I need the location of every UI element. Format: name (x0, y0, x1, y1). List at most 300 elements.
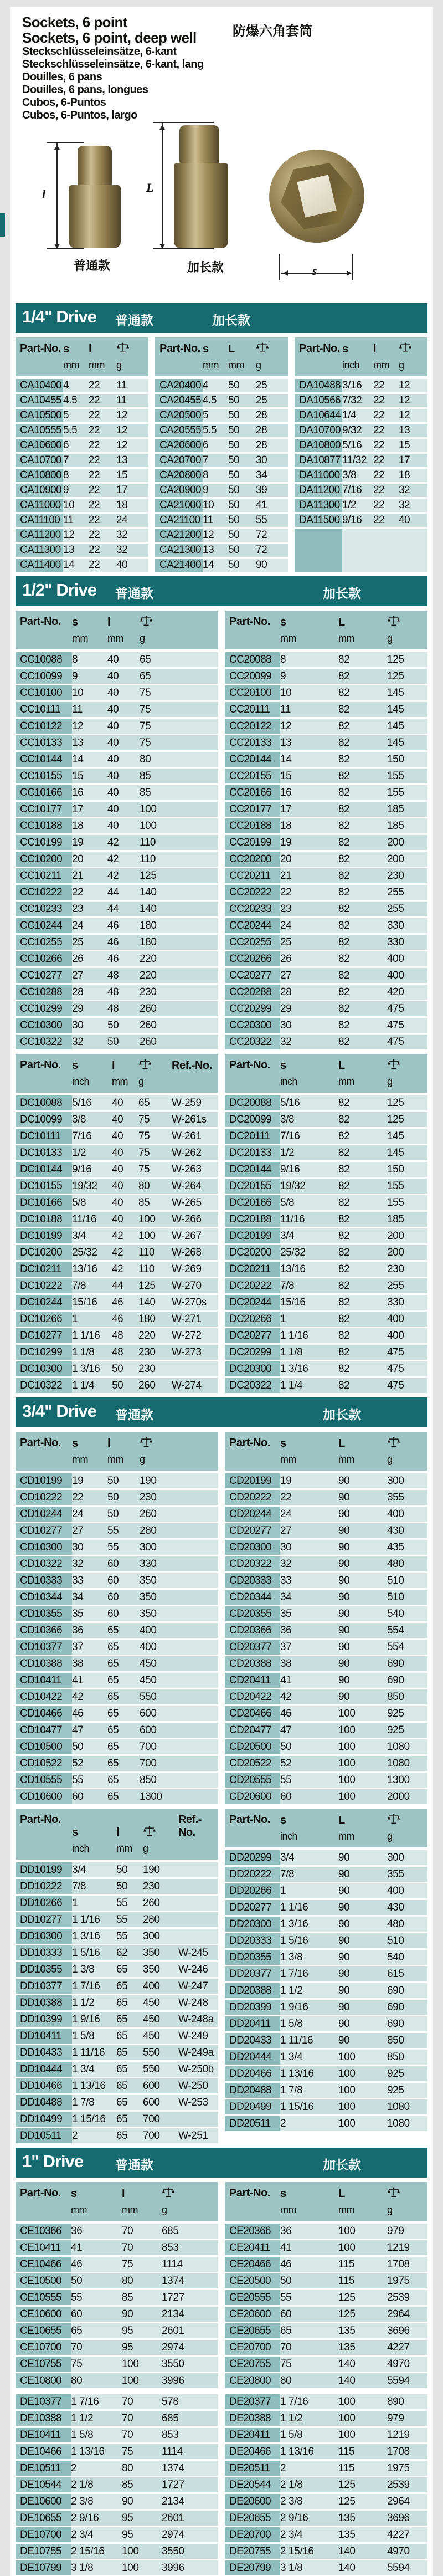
cell-part-no: CA20555 (155, 424, 203, 437)
cell-value: 1 1/16 (280, 1901, 308, 1913)
cell-value: 41 (71, 2241, 83, 2254)
cell-value: 82 (338, 869, 350, 882)
table-row (16, 2095, 218, 2110)
cell-value: 14 (203, 559, 214, 571)
cell-part-no: CD20300 (225, 1540, 280, 1555)
table-header (16, 337, 148, 376)
table-row (225, 2033, 427, 2048)
cell-value: 140 (338, 2545, 356, 2557)
cell-value: 22 (89, 395, 100, 406)
scale-icon (387, 616, 400, 627)
cell-part-no: CD20333 (225, 1573, 280, 1588)
cell-value: W-270 (172, 1279, 202, 1292)
cell-value: 55 (71, 2291, 83, 2303)
cell-part-no: CA11400 (16, 559, 63, 572)
cell-value: 140 (138, 1296, 156, 1308)
cell-part-no: DD20399 (225, 2000, 280, 2015)
table-row (16, 2511, 218, 2526)
table-row (16, 669, 218, 684)
cell-value: 125 (387, 653, 404, 665)
cell-part-no: CC10222 (16, 885, 72, 900)
cell-part-no: CC20100 (225, 685, 280, 700)
cell-part-no: DC10166 (16, 1195, 72, 1210)
table-row (295, 424, 427, 437)
table-row (225, 2273, 427, 2288)
cell-value: 40 (107, 736, 119, 749)
table-row (16, 1979, 218, 1994)
cell-value: 1/2 (72, 1146, 86, 1159)
cell-part-no: CA10400 (16, 379, 63, 392)
cell-value: 82 (338, 653, 350, 665)
col-label-part: Part-No. (229, 616, 270, 628)
cell-part-no: CA21200 (155, 529, 203, 542)
table-row (225, 1507, 427, 1522)
dim-line-L (162, 123, 163, 248)
empty-filler (295, 529, 427, 572)
cell-value: 1 3/4 (72, 2063, 95, 2075)
cell-value: 24 (280, 1508, 292, 1520)
cell-part-no: CE20600 (225, 2307, 280, 2322)
section-quarter-drive (10, 303, 433, 573)
cell-part-no: CC10122 (16, 719, 72, 734)
cell-part-no: CC20266 (225, 951, 280, 966)
cell-value: 82 (338, 736, 350, 749)
col-label-l: l (116, 1826, 120, 1838)
cell-value: 4227 (387, 2341, 410, 2353)
cell-value: 12 (116, 424, 128, 436)
cell-part-no: DA10566 (295, 394, 342, 407)
cell-value: 35 (280, 1607, 292, 1620)
table-row (16, 544, 148, 557)
cell-part-no: CC10155 (16, 769, 72, 783)
cell-value: 40 (107, 753, 119, 765)
cell-value: 140 (140, 903, 157, 915)
cell-value: 13 (116, 454, 128, 466)
cell-value: 180 (138, 1313, 156, 1325)
cell-value: 100 (338, 1757, 356, 1769)
cell-value: 1 3/16 (280, 1363, 308, 1375)
col-label-l: l (122, 2188, 125, 2200)
col-label-part: Part-No. (20, 1059, 61, 1071)
table-band (10, 611, 433, 1051)
table-row (16, 1773, 218, 1788)
table-half-std-mm (16, 611, 218, 1051)
cell-part-no: DD20411 (225, 2016, 280, 2031)
cell-value: 200 (387, 836, 404, 848)
cell-part-no: CA20455 (155, 394, 203, 407)
cell-value: 5/16 (72, 1097, 92, 1109)
cell-value: 40 (116, 559, 128, 571)
cell-value: 100 (338, 2241, 356, 2254)
col-label-part: Part-No. (299, 342, 340, 355)
cell-value: W-251 (178, 2129, 208, 2142)
table-row (225, 1473, 427, 1488)
cell-value: 82 (338, 919, 350, 931)
cell-value: 90 (338, 1541, 350, 1553)
table-row (16, 968, 218, 983)
cell-value: 55 (107, 1524, 119, 1537)
cell-value: 32 (399, 484, 410, 496)
cell-value: 3996 (162, 2562, 184, 2574)
unit-label: mm (280, 2204, 296, 2215)
cell-value: 1219 (387, 2241, 410, 2254)
cell-value: W-259 (172, 1097, 202, 1109)
cell-value: 30 (72, 1019, 84, 1031)
cell-part-no: CC10111 (16, 702, 72, 717)
cell-value: 80 (138, 1180, 150, 1192)
cell-value: 22 (89, 380, 100, 391)
table-row (16, 484, 148, 497)
weight-column-header (387, 1814, 427, 1827)
cell-part-no: DD10377 (16, 1979, 72, 1994)
cell-part-no: CC10166 (16, 785, 72, 800)
cell-part-no: CC20177 (225, 802, 280, 817)
cell-value: 22 (373, 439, 385, 451)
cell-value: 90 (338, 1558, 350, 1570)
cell-value: 1 3/16 (280, 1918, 308, 1930)
cell-value: 850 (387, 2034, 404, 2046)
cell-value: 22 (373, 484, 385, 496)
cell-value: 1 7/16 (280, 2395, 308, 2408)
dim-tick (153, 122, 214, 123)
cell-part-no: CD20222 (225, 1490, 280, 1505)
cell-value: 100 (338, 2067, 356, 2080)
cell-value: 48 (112, 1329, 123, 1341)
table-row (16, 424, 148, 437)
cell-value: 1 15/16 (72, 2113, 106, 2125)
table-row (155, 379, 288, 392)
table-header (225, 1432, 427, 1471)
cell-value: 230 (140, 986, 157, 998)
cell-part-no: DE20544 (225, 2477, 280, 2492)
cell-value: 2 15/16 (71, 2545, 105, 2557)
cell-value: 15 (280, 770, 292, 782)
cell-part-no: DC10199 (16, 1228, 72, 1243)
cell-value: 65 (116, 2129, 128, 2142)
cell-value: 155 (387, 1196, 404, 1208)
cell-part-no: DC20099 (225, 1112, 280, 1127)
cell-value: 75 (71, 2358, 83, 2370)
cell-part-no: CE20411 (225, 2240, 280, 2255)
cell-value: 400 (140, 1641, 157, 1653)
cell-value: 90 (338, 1591, 350, 1603)
cell-value: 15 (116, 469, 128, 481)
cell-value: 220 (140, 969, 157, 981)
cell-value: 9/16 (342, 514, 362, 526)
cell-value: 200 (387, 1246, 404, 1258)
table-row (155, 544, 288, 557)
cell-value: 22 (72, 886, 84, 898)
cell-value: 1 3/4 (280, 2051, 303, 2063)
cell-value: 72 (256, 529, 267, 541)
cell-value: 22 (373, 380, 385, 391)
col-label-part: Part-No. (229, 2187, 270, 2199)
title-fr-1: Douilles, 6 pans (22, 71, 102, 83)
table-row (16, 1590, 218, 1605)
cell-value: 90 (338, 1901, 350, 1913)
cell-value: 82 (338, 986, 350, 998)
cell-value: 19 (280, 1474, 292, 1487)
cell-value: 70 (122, 2241, 133, 2254)
table-row (16, 752, 218, 767)
long-column-label: 加长款 (323, 1407, 361, 1422)
cell-part-no: CE10600 (16, 2307, 71, 2322)
cell-value: 100 (122, 2562, 139, 2574)
cell-value: 578 (162, 2395, 179, 2408)
title-es-1: Cubos, 6-Puntos (22, 96, 106, 109)
table-row (225, 735, 427, 750)
arrowhead-icon (54, 244, 60, 252)
col-label-s: s (72, 616, 78, 628)
cell-value: 22 (89, 454, 100, 466)
cell-value: 18 (399, 469, 410, 481)
table-quarter-deep-mm (155, 337, 288, 573)
cell-value: 48 (107, 986, 119, 998)
cell-part-no: DD20388 (225, 1983, 280, 1998)
cell-value: 75 (138, 1146, 150, 1159)
cell-value: 125 (338, 2308, 356, 2320)
cell-value: 40 (107, 770, 119, 782)
unit-label: inch (280, 1831, 298, 1842)
table-rows (225, 1473, 427, 1804)
col-label-l: L (228, 343, 235, 355)
cell-value: W-267 (172, 1230, 202, 1242)
cell-value: 22 (89, 439, 100, 451)
cell-value: 60 (280, 2308, 292, 2320)
cell-value: 19/32 (72, 1180, 97, 1192)
cell-value: 475 (387, 1002, 404, 1015)
cell-value: 65 (116, 2046, 128, 2058)
col-label-s: s (203, 343, 209, 355)
cell-value: 50 (228, 409, 240, 421)
cell-value: 1975 (387, 2462, 410, 2474)
cell-value: 230 (140, 1491, 157, 1503)
cell-value: 230 (387, 869, 404, 882)
cell-part-no: CC10144 (16, 752, 72, 767)
cell-value: 22 (89, 514, 100, 526)
cell-value: 600 (140, 1724, 157, 1736)
socket-standard-top (78, 146, 112, 187)
cell-value: 1 11/16 (280, 2034, 313, 2046)
cell-part-no: DD10266 (16, 1896, 72, 1911)
dim-tick (153, 248, 214, 249)
cell-value: 1 5/8 (71, 2429, 94, 2441)
table-one-deep (225, 2182, 427, 2576)
cell-value: 50 (228, 559, 240, 571)
cell-value: 50 (228, 499, 240, 511)
table-row (16, 1656, 218, 1671)
title-block (10, 7, 433, 121)
cell-value: 60 (280, 1790, 292, 1802)
cell-part-no: CE10555 (16, 2290, 71, 2305)
cell-value: 40 (112, 1213, 123, 1225)
table-row (225, 1378, 427, 1393)
table-row (16, 499, 148, 512)
scale-icon (387, 1059, 400, 1070)
cell-value: 145 (387, 736, 404, 749)
cell-value: 90 (338, 1474, 350, 1487)
cell-value: W-274 (172, 1379, 202, 1391)
cell-part-no: DC20322 (225, 1378, 280, 1393)
unit-label: inch (342, 360, 360, 371)
cell-value: 28 (72, 986, 84, 998)
cell-value: 90 (338, 1951, 350, 1963)
cell-part-no: CC10244 (16, 918, 72, 933)
cell-value: 42 (112, 1230, 123, 1242)
cell-value: 1 1/16 (72, 1329, 100, 1341)
table-row (16, 1228, 218, 1243)
cell-part-no: CC10200 (16, 852, 72, 867)
cell-value: 1 11/16 (72, 2046, 105, 2058)
cell-part-no: CA21400 (155, 559, 203, 572)
table-row (225, 1723, 427, 1738)
cell-value: 25/32 (280, 1246, 306, 1258)
table-row (16, 652, 218, 667)
table-row (16, 2062, 218, 2077)
cell-value: 1 7/8 (280, 2084, 303, 2096)
table-row (16, 1756, 218, 1771)
cell-part-no: CC20144 (225, 752, 280, 767)
cell-value: 2134 (162, 2495, 184, 2507)
table-rows (225, 652, 427, 1049)
cell-value: 30 (72, 1541, 84, 1553)
cell-value: 85 (122, 2291, 133, 2303)
cell-value: 60 (107, 1574, 119, 1586)
cell-value: 18 (280, 820, 292, 832)
cell-part-no: DE20655 (225, 2511, 280, 2526)
cell-value: 27 (72, 969, 84, 981)
cell-value: 42 (112, 1263, 123, 1275)
cell-value: 145 (387, 720, 404, 732)
unit-label: mm (203, 360, 219, 371)
cell-part-no: CD20199 (225, 1473, 280, 1488)
cell-part-no: DE20466 (225, 2444, 280, 2459)
cell-value: 10 (63, 499, 75, 511)
cell-value: 1 3/8 (280, 1951, 303, 1963)
cell-value: 90 (338, 1984, 350, 1996)
cell-value: 65 (107, 1624, 119, 1636)
cell-value: 11 (203, 514, 213, 526)
cell-value: 90 (338, 2034, 350, 2046)
cell-value: 1 5/8 (280, 2429, 303, 2441)
table-row (155, 559, 288, 572)
cell-value: 40 (112, 1196, 123, 1208)
cell-value: 82 (338, 753, 350, 765)
cell-value: 554 (387, 1641, 404, 1653)
cell-value: 82 (338, 803, 350, 815)
cell-value: 82 (338, 820, 350, 832)
col-label-s: s (63, 343, 69, 355)
col-label-l: L (338, 616, 345, 628)
cell-part-no: CE10500 (16, 2273, 71, 2288)
table-row (225, 1556, 427, 1571)
cell-part-no: DA11300 (295, 499, 342, 512)
table-row (16, 685, 218, 700)
cell-value: 140 (338, 2358, 356, 2370)
table-row (16, 529, 148, 542)
cell-part-no: CC10099 (16, 669, 72, 684)
cell-value: 47 (280, 1724, 292, 1736)
cell-value: 2539 (387, 2291, 410, 2303)
cell-part-no: DD20377 (225, 1966, 280, 1981)
cell-part-no: DA10877 (295, 454, 342, 467)
dim-tick (352, 254, 353, 280)
cell-value: 75 (140, 687, 151, 699)
cell-value: 9 (72, 670, 78, 682)
table-row (16, 902, 218, 916)
cell-value: 255 (387, 1279, 404, 1292)
cell-part-no: CD10600 (16, 1789, 72, 1804)
cell-part-no: DC10299 (16, 1345, 72, 1360)
cell-value: 38 (280, 1657, 292, 1669)
table-row (225, 652, 427, 667)
table-band (10, 1054, 433, 1395)
cell-value: W-273 (172, 1346, 202, 1358)
cell-value: 48 (112, 1346, 123, 1358)
col-label-l: l (112, 1059, 115, 1072)
cell-value: 50 (280, 1740, 292, 1753)
cell-value: 22 (89, 484, 100, 496)
cell-value: 1 9/16 (72, 2013, 100, 2025)
cell-part-no: DE20411 (225, 2428, 280, 2442)
cell-part-no: CD10477 (16, 1723, 72, 1738)
table-row (225, 1195, 427, 1210)
cell-value: 925 (387, 1724, 404, 1736)
col-label-s: s (72, 1437, 78, 1450)
cell-value: 60 (107, 1558, 119, 1570)
cell-value: 9/16 (280, 1163, 300, 1175)
cell-part-no: DA11200 (295, 484, 342, 497)
table-row (155, 394, 288, 407)
cell-value: 100 (338, 1774, 356, 1786)
cell-value: 90 (338, 2017, 350, 2030)
col-label-s: s (280, 2188, 286, 2200)
cell-value: 690 (387, 2001, 404, 2013)
unit-label: mm (338, 1454, 354, 1465)
cell-part-no: DC20088 (225, 1095, 280, 1110)
table-band (10, 337, 433, 573)
cell-value: 145 (387, 1130, 404, 1142)
cell-value: 75 (138, 1163, 150, 1175)
cell-part-no: DD20433 (225, 2033, 280, 2048)
table-header (16, 2182, 218, 2221)
col-label-s: s (280, 1059, 286, 1072)
table-row (16, 379, 148, 392)
cell-value: 1 13/16 (71, 2445, 105, 2457)
cell-value: 5.5 (203, 424, 217, 436)
cell-part-no: DD20444 (225, 2050, 280, 2065)
cell-value: 4970 (387, 2358, 410, 2370)
cell-value: 1 1/2 (72, 1996, 95, 2009)
deep-well-label: 加长款 (187, 260, 224, 274)
cell-value: 115 (338, 2275, 355, 2287)
cell-part-no: DD20499 (225, 2099, 280, 2114)
table-row (16, 2029, 218, 2044)
scale-icon (256, 342, 269, 354)
cell-part-no: DE20799 (225, 2560, 280, 2575)
table-row (16, 2307, 218, 2322)
cell-value: 30 (256, 454, 267, 466)
title-de-2: Steckschlüsseleinsätze, 6-kant, lang (22, 58, 204, 70)
cell-value: 280 (143, 1913, 160, 1925)
cell-part-no: CC20133 (225, 735, 280, 750)
cell-part-no: CC20322 (225, 1035, 280, 1049)
drive-size-label: 3/4" Drive (22, 1401, 96, 1421)
table-row (225, 2340, 427, 2355)
cell-value: 100 (338, 2395, 356, 2408)
cell-value: 85 (122, 2478, 133, 2491)
cell-value: 95 (122, 2341, 133, 2353)
